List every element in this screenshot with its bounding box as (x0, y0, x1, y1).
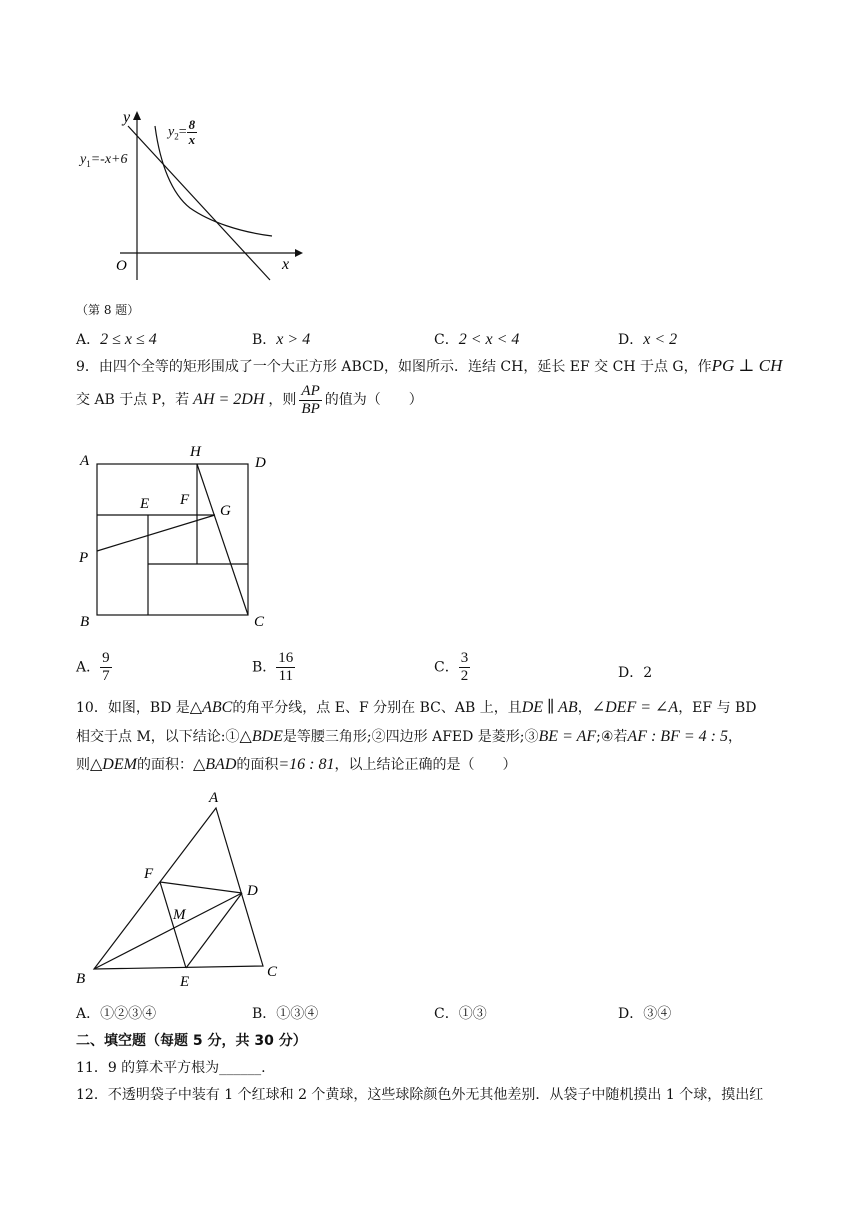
origin-label: O (116, 258, 127, 274)
q10-stem-line3: 则△DEM的面积：△BAD的面积=16 : 81，以上结论正确的是（ ） (76, 756, 517, 773)
q9-option-a[interactable]: A． $\frac{9}{7}$ (76, 650, 110, 684)
point-p-label: P (79, 550, 89, 566)
q9-stem-line1: 9．由四个全等的矩形围成了一个大正方形 ABCD，如图所示．连结 CH，延长 EF 交 CH 于点 G，作PG ⊥ CH (76, 356, 783, 375)
q9-option-b[interactable]: B． $\frac{16}{11}$ (252, 650, 294, 684)
figure-q8-graph (100, 104, 310, 284)
q9-option-c[interactable]: C． $\frac{3}{2}$ (434, 650, 469, 684)
section-title-fill-in: 二、填空题（每题 5 分，共 30 分） (76, 1033, 307, 1049)
point-e-label: E (180, 974, 190, 990)
y-axis-label: y (123, 109, 131, 126)
point-a-label: A (209, 790, 219, 806)
point-b-label: B (80, 614, 90, 630)
figure-caption-q8: （第 8 题） (76, 303, 140, 317)
q10-option-a[interactable]: A．①②③④ (76, 1006, 157, 1022)
q9-stem-line2: 交 AB 于点 P，若 AH = 2DH ，则 $\frac{AP}{BP}$ 的值为（ ） (76, 382, 423, 417)
point-e-label: E (140, 496, 150, 512)
y2-label: $y_2=$ $\frac{8}{x}$ (168, 117, 196, 147)
point-g-label: G (220, 503, 231, 519)
q10-stem-line2: 相交于点 M，以下结论:①△BDE是等腰三角形;②四边形 AFED 是菱形;③BE = AF;④若AF : BF = 4 : 5， (76, 728, 742, 745)
q11-stem: 11．9 的算术平方根为______. (76, 1060, 266, 1076)
point-d-label: D (255, 455, 266, 471)
point-c-label: C (254, 614, 265, 630)
q8-option-a[interactable]: A．2 ≤ x ≤ 4 (76, 331, 157, 348)
point-c-label: C (267, 964, 278, 980)
q8-option-c[interactable]: C．2 < x < 4 (434, 331, 520, 348)
y1-label: $y_1=-x+6$ (80, 152, 128, 169)
point-d-label: D (247, 883, 258, 899)
figure-q9-square (74, 440, 284, 636)
point-m-label: M (173, 907, 186, 923)
point-b-label: B (76, 971, 86, 987)
point-f-label: F (180, 492, 190, 508)
figure-q10-triangle (70, 786, 290, 994)
q10-option-d[interactable]: D．③④ (618, 1006, 672, 1022)
point-f-label: F (144, 866, 154, 882)
x-axis-label: x (282, 256, 290, 273)
q10-option-c[interactable]: C．①③ (434, 1006, 487, 1022)
q9-option-d[interactable]: D．2 (618, 665, 653, 681)
point-h-label: H (190, 444, 201, 460)
q10-stem-line1: 10．如图，BD 是△ABC的角平分线，点 E、F 分别在 BC、AB 上，且DE ∥ AB，∠DEF = ∠A，EF 与 BD (76, 699, 757, 716)
q10-option-b[interactable]: B．①③④ (252, 1006, 319, 1022)
point-a-label: A (80, 453, 90, 469)
q8-option-d[interactable]: D．x < 2 (618, 331, 678, 348)
q11-answer-blank[interactable]: ______ (219, 1060, 262, 1076)
q8-option-b[interactable]: B．x > 4 (252, 331, 311, 348)
q12-stem: 12．不透明袋子中装有 1 个红球和 2 个黄球，这些球除颜色外无其他差别．从袋子中随机摸出 1 个球，摸出红 (76, 1087, 764, 1103)
